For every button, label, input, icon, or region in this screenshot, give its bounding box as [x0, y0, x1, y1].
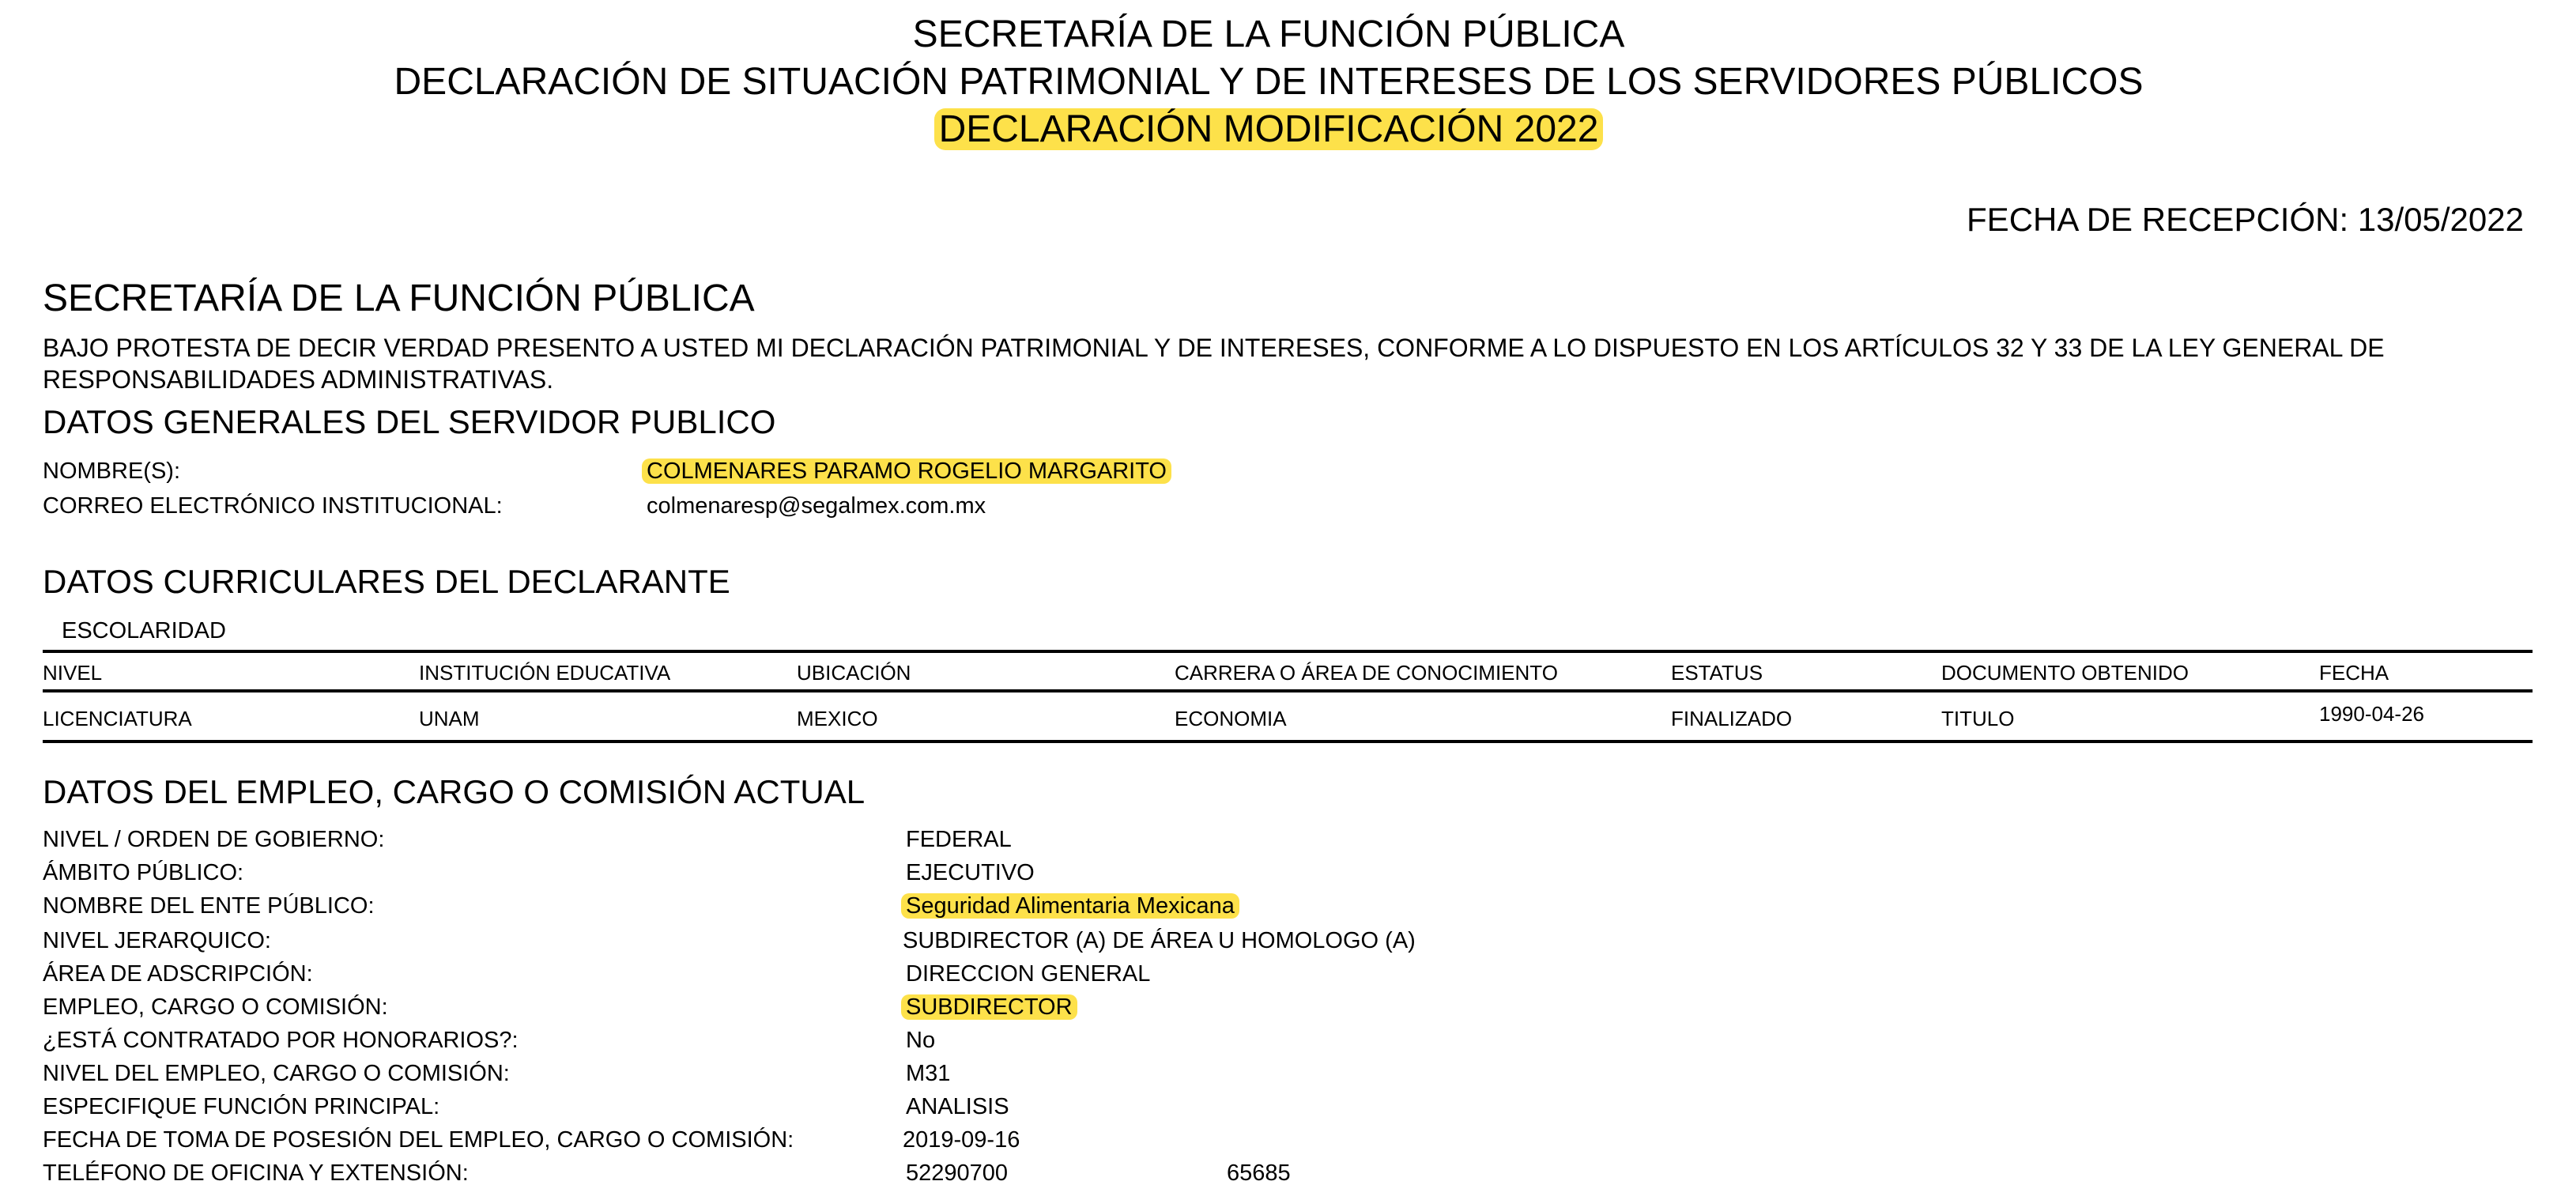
- cell-ubicacion: MEXICO: [797, 707, 878, 730]
- value-nivel-empleo: M31: [906, 1061, 951, 1086]
- col-header-documento: DOCUMENTO OBTENIDO: [1941, 661, 2189, 685]
- col-header-institucion: INSTITUCIÓN EDUCATIVA: [419, 661, 671, 685]
- general-data-heading: DATOS GENERALES DEL SERVIDOR PUBLICO: [43, 403, 776, 440]
- label-telefono-oficina: TELÉFONO DE OFICINA Y EXTENSIÓN:: [43, 1160, 469, 1186]
- value-honorarios: No: [906, 1028, 936, 1053]
- intro-text: BAJO PROTESTA DE DECIR VERDAD PRESENTO A USTED MI DECLARACIÓN PATRIMONIAL Y DE INTERESES, CONFORME A LO DISPUESTO EN LOS ARTÍCULOS 32 Y 33 DE LA LEY GENERAL DE RESPONSABILIDADES ADMINISTRATIVAS.: [43, 334, 2385, 394]
- value-extension: 65685: [1227, 1160, 1291, 1186]
- label-area-adscripcion: ÁREA DE ADSCRIPCIÓN:: [43, 961, 313, 987]
- cell-institucion: UNAM: [419, 707, 480, 730]
- cell-carrera: ECONOMIA: [1175, 707, 1287, 730]
- table-top-rule: [43, 650, 2533, 653]
- col-header-estatus: ESTATUS: [1671, 661, 1763, 685]
- label-fecha-posesion: FECHA DE TOMA DE POSESIÓN DEL EMPLEO, CARGO O COMISIÓN:: [43, 1127, 794, 1153]
- cell-estatus: FINALIZADO: [1671, 707, 1793, 730]
- col-header-fecha: FECHA: [2319, 661, 2389, 685]
- value-ambito-publico: EJECUTIVO: [906, 860, 1035, 885]
- document-header: [0, 11, 2537, 153]
- header-institution: SECRETARÍA DE LA FUNCIÓN PÚBLICA: [912, 13, 1625, 55]
- empleo-cargo-highlight: SUBDIRECTOR: [901, 994, 1077, 1020]
- cell-fecha: 1990-04-26: [2319, 702, 2424, 726]
- value-empleo-cargo: [901, 994, 1077, 1021]
- label-ente-publico: NOMBRE DEL ENTE PÚBLICO:: [43, 893, 375, 919]
- curricular-heading: DATOS CURRICULARES DEL DECLARANTE: [43, 563, 730, 600]
- value-area-adscripcion: DIRECCION GENERAL: [906, 961, 1151, 987]
- col-header-carrera: CARRERA O ÁREA DE CONOCIMIENTO: [1175, 661, 1558, 685]
- declaration-type-highlight: DECLARACIÓN MODIFICACIÓN 2022: [934, 108, 1604, 150]
- label-nivel-gobierno: NIVEL / ORDEN DE GOBIERNO:: [43, 827, 385, 852]
- cell-nivel: LICENCIATURA: [43, 707, 192, 730]
- table-bottom-rule: [43, 740, 2533, 743]
- name-value-highlight: COLMENARES PARAMO ROGELIO MARGARITO: [642, 458, 1171, 484]
- value-funcion-principal: ANALISIS: [906, 1094, 1009, 1119]
- schooling-subheading: ESCOLARIDAD: [62, 618, 226, 643]
- label-nivel-empleo: NIVEL DEL EMPLEO, CARGO O COMISIÓN:: [43, 1061, 510, 1086]
- table-header-rule: [43, 689, 2533, 692]
- header-declaration-title: DECLARACIÓN DE SITUACIÓN PATRIMONIAL Y DE INTERESES DE LOS SERVIDORES PÚBLICOS: [394, 61, 2144, 103]
- email-value: colmenaresp@segalmex.com.mx: [647, 493, 986, 519]
- email-label: CORREO ELECTRÓNICO INSTITUCIONAL:: [43, 493, 503, 519]
- value-fecha-posesion: 2019-09-16: [903, 1127, 1020, 1153]
- col-header-ubicacion: UBICACIÓN: [797, 661, 911, 685]
- name-label: NOMBRE(S):: [43, 458, 180, 484]
- value-nivel-jerarquico: SUBDIRECTOR (A) DE ÁREA U HOMOLOGO (A): [903, 928, 1416, 953]
- header-declaration-type: [0, 106, 2537, 153]
- label-empleo-cargo: EMPLEO, CARGO O COMISIÓN:: [43, 994, 388, 1020]
- label-ambito-publico: ÁMBITO PÚBLICO:: [43, 860, 244, 885]
- value-ente-publico: [901, 893, 1239, 919]
- col-header-nivel: NIVEL: [43, 661, 103, 685]
- value-telefono-oficina: 52290700: [906, 1160, 1009, 1186]
- label-honorarios: ¿ESTÁ CONTRATADO POR HONORARIOS?:: [43, 1028, 519, 1053]
- reception-date: FECHA DE RECEPCIÓN: 13/05/2022: [1967, 201, 2524, 238]
- label-funcion-principal: ESPECIFIQUE FUNCIÓN PRINCIPAL:: [43, 1094, 440, 1119]
- cell-documento: TITULO: [1941, 707, 2015, 730]
- ente-publico-highlight: Seguridad Alimentaria Mexicana: [901, 893, 1239, 919]
- employment-heading: DATOS DEL EMPLEO, CARGO O COMISIÓN ACTUAL: [43, 773, 866, 810]
- intro-heading: SECRETARÍA DE LA FUNCIÓN PÚBLICA: [43, 277, 755, 319]
- name-value: [642, 458, 1171, 485]
- label-nivel-jerarquico: NIVEL JERARQUICO:: [43, 928, 271, 953]
- value-nivel-gobierno: FEDERAL: [906, 827, 1012, 852]
